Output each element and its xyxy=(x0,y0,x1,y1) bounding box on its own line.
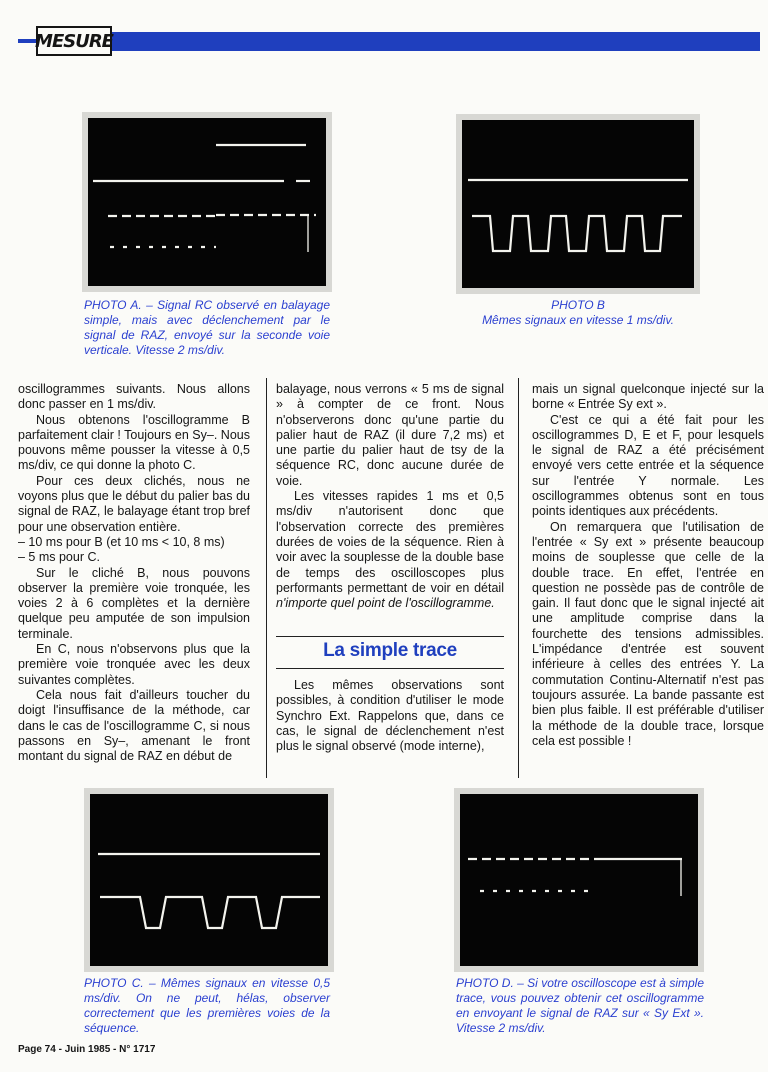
photo-d xyxy=(454,788,704,972)
page-footer: Page 74 - Juin 1985 - N° 1717 xyxy=(18,1044,156,1055)
oscillogram-c xyxy=(90,794,328,966)
column-rule-1 xyxy=(266,378,267,778)
text-column-2-continued xyxy=(276,678,504,754)
photo-c xyxy=(84,788,334,972)
paragraph-emphasis: n'importe quel point de l'oscillogramme. xyxy=(276,596,495,611)
header-bar xyxy=(108,32,760,51)
heading-rule-bottom xyxy=(276,668,504,669)
caption-photo-b-title: PHOTO B xyxy=(551,298,605,312)
section-heading: La simple trace xyxy=(323,640,457,661)
section-tag: MESURE xyxy=(36,26,112,56)
caption-photo-d: PHOTO D. – Si votre oscilloscope est à simple trace, vous pouvez obtenir cet oscillogramme en envoyant le signal de RAZ sur « Sy Ext ». Vitesse 2 ms/div. xyxy=(456,976,704,1035)
oscillogram-a xyxy=(88,118,326,286)
paragraph: On remarquera que l'utilisation de l'entrée « Sy ext » présente beaucoup moins de souplesse que celle de la double trace. En effet, l'entrée en question ne possède pas de contrôle de gain. Il faut donc que le signal injecté ait une amplitude comprise dans la fourchette des tensions admissibles. L'impédance d'entrée est souvent inférieure à celles des entrées Y. La commutation Continu-Alternatif n'est pas toujours assurée. La bande passante est bien plus faible. Il est préférable d'utiliser la méthode de la double trace, lorsque cela est possible ! xyxy=(532,519,764,748)
paragraph: Les mêmes observations sont possibles, à condition d'utiliser le mode Synchro Ext. Rappelons que, dans ce cas, le signal de déclenchement n'est plus le signal observé (mode interne), xyxy=(276,678,504,754)
oscillogram-b xyxy=(462,120,694,288)
bullet-item: – 5 ms pour C. xyxy=(18,550,100,565)
oscillogram-d xyxy=(460,794,698,966)
caption-photo-b-text: Mêmes signaux en vitesse 1 ms/div. xyxy=(482,313,674,327)
column-rule-2 xyxy=(518,378,519,778)
caption-photo-a: PHOTO A. – Signal RC observé en balayage simple, mais avec déclenchement par le signal de RAZ, envoyé sur la seconde voie verticale. Vitesse 2 ms/div. xyxy=(84,298,330,357)
photo-b xyxy=(456,114,700,294)
paragraph: Sur le cliché B, nous pouvons observer la première voie tronquée, les voies 2 à 6 complètes et la dernière quelque peu amputée de son impulsion terminale. xyxy=(18,565,250,641)
paragraph: Cela nous fait d'ailleurs toucher du doigt l'insuffisance de la méthode, car dans le cas de l'oscillogramme C, si nous passons en Sy–, amenant le front montant du signal de RAZ en début de xyxy=(18,687,250,764)
paragraph xyxy=(276,489,504,611)
photo-a xyxy=(82,112,332,292)
paragraph: Nous obtenons l'oscillogramme B parfaitement clair ! Toujours en Sy–. Nous pouvons même pousser la vitesse à 0,5 ms/div, ce qui donne la photo C. xyxy=(18,412,250,473)
paragraph-text: Les vitesses rapides 1 ms et 0,5 ms/div n'autorisent donc que l'observation correcte des premières durées de voies de la séquence. Rien à voir avec la souplesse de la double base de temps des oscilloscopes plus performants permettant de voir en détail xyxy=(276,489,504,595)
text-column-2 xyxy=(276,382,504,611)
caption-photo-b xyxy=(456,298,700,328)
text-column-3 xyxy=(532,382,764,749)
paragraph: Pour ces deux clichés, nous ne voyons plus que le début du palier bas du signal de RAZ, le balayage étant trop bref pour une observation entière. xyxy=(18,473,250,534)
heading-rule-top xyxy=(276,636,504,637)
bullet-item: – 10 ms pour B (et 10 ms < 10, 8 ms) xyxy=(18,534,225,549)
paragraph: oscillogrammes suivants. Nous allons donc passer en 1 ms/div. xyxy=(18,382,250,412)
paragraph: C'est ce qui a été fait pour les oscillogrammes D, E et F, pour lesquels le signal de RAZ a été précisément envoyé vers cette entrée et la séquence sur l'entrée Y normale. Les oscillogrammes obtenus sont en tous points identiques aux précédents. xyxy=(532,412,764,519)
paragraph: En C, nous n'observons plus que la première voie tronquée avec les deux suivantes complètes. xyxy=(18,642,250,687)
paragraph: balayage, nous verrons « 5 ms de signal » à compter de ce front. Nous n'observerons donc qu'une partie du palier haut de RAZ (il dure 7,2 ms) et une partie du palier haut de tsy de la séquence RC, donc aucune durée de voie. xyxy=(276,382,504,488)
text-column-1 xyxy=(18,382,250,764)
paragraph: mais un signal quelconque injecté sur la borne « Entrée Sy ext ». xyxy=(532,382,764,412)
caption-photo-c: PHOTO C. – Mêmes signaux en vitesse 0,5 ms/div. On ne peut, hélas, observer correctement que les premières voies de la séquence. xyxy=(84,976,330,1035)
